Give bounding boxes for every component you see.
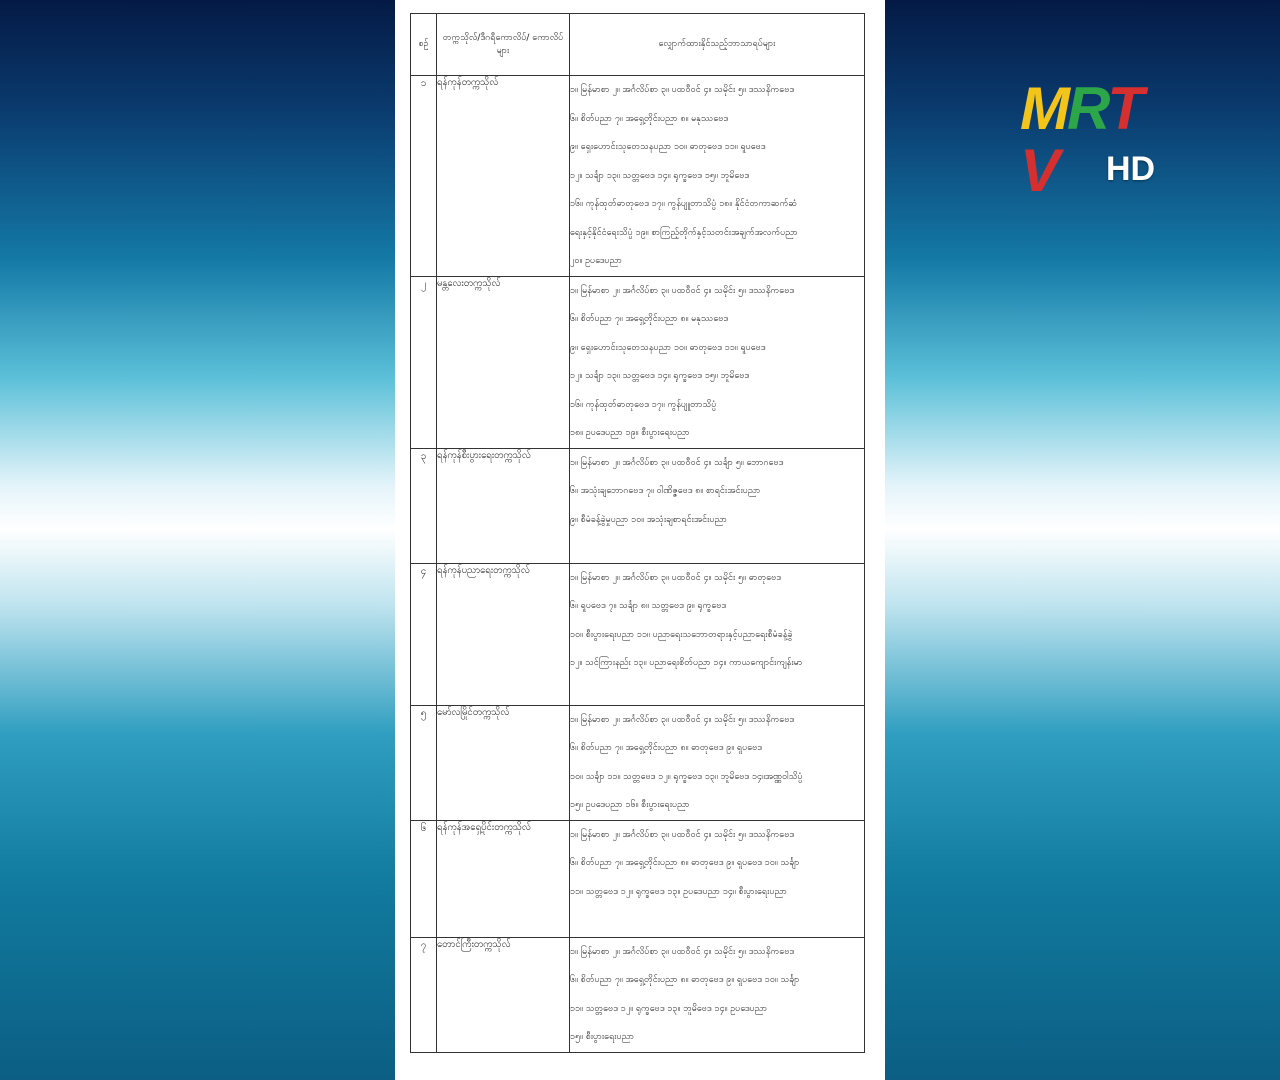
subjects-cell bbox=[570, 76, 865, 277]
table-row bbox=[411, 448, 865, 563]
university-name: ရန်ကုန်စီးပွားရေးတက္ကသိုလ် bbox=[437, 448, 570, 563]
mrtv-hd-logo bbox=[1020, 75, 1160, 204]
subject-line: ၉။ ရှေးဟောင်းသုတေသနပညာ ၁၀။ ဓာတုဗေဒ ၁၁။ ရူပဗေဒ bbox=[570, 142, 766, 152]
subject-line: ၆။ စိတ်ပညာ ၇။ အရှေ့တိုင်းပညာ ၈။ ဓာတုဗေဒ ၉။ ရူပဗေဒ bbox=[570, 743, 762, 753]
subject-line: ၁၀။ သင်္ချာ ၁၁။ သတ္တဗေဒ ၁၂။ ရုက္ခဗေဒ ၁၃။ ဘူမိဗေဒ ၁၄။အဏ္ဏဝါသိပ္ပံ bbox=[570, 771, 803, 782]
logo-letter-r: R bbox=[1066, 75, 1108, 142]
subject-line: ၁၅။ ဥပဒေပညာ ၁၆။ စီးပွားရေးပညာ bbox=[570, 800, 690, 810]
header-no: စဉ် bbox=[411, 14, 437, 76]
subject-line: ၁၆။ ကုန်ထုတ်ဓာတုဗေဒ ၁၇။ ကွန်ပျူတာသိပ္ပံ bbox=[570, 399, 717, 410]
subject-line: ၁၂။ သင်ကြားနည်း ၁၃။ ပညာရေးစိတ်ပညာ ၁၄။ ကာယကျောင်းကျန်းမာ bbox=[570, 658, 803, 668]
university-name: မန္တလေးတက္ကသိုလ် bbox=[437, 276, 570, 448]
table-row bbox=[411, 820, 865, 937]
subject-line: ၆။ အသုံးချဘောဂဗေဒ ၇။ ဝါဏိဇ္ဇဗေဒ ၈။ စာရင်းအင်းပညာ bbox=[570, 486, 761, 496]
subject-line: ၁၅။ စီးပွားရေးပညာ bbox=[570, 1032, 635, 1042]
subject-line: ၆။ ရူပဗေဒ ၇။ သင်္ချာ ၈။ သတ္တဗေဒ ၉။ ရုက္ခဗေဒ bbox=[570, 601, 727, 611]
table-body bbox=[411, 76, 865, 1053]
row-number: ၅ bbox=[411, 705, 437, 820]
table-row bbox=[411, 563, 865, 705]
subject-line: ၁၁။ သတ္တဗေဒ ၁၂။ ရုက္ခဗေဒ ၁၃။ ဘူမိဗေဒ ၁၄။ ဥပဒေပညာ bbox=[570, 1003, 768, 1014]
subject-line: ၁။ မြန်မာစာ ၂။ အင်္ဂလိပ်စာ ၃။ ပထဝီဝင် ၄။ သမိုင်း ၅။ ဒဿနိကဗေဒ bbox=[570, 829, 795, 840]
logo-letter-v: V bbox=[1020, 137, 1058, 204]
subject-line: ၁။ မြန်မာစာ ၂။ အင်္ဂလိပ်စာ ၃။ ပထဝီဝင် ၄။ သမိုင်း ၅။ ဒဿနိကဗေဒ bbox=[570, 946, 795, 957]
subject-line: ၁။ မြန်မာစာ ၂။ အင်္ဂလိပ်စာ ၃။ ပထဝီဝင် ၄။ သမိုင်း ၅။ ဒဿနိကဗေဒ bbox=[570, 714, 795, 725]
subject-line: ၁။ မြန်မာစာ ၂။ အင်္ဂလိပ်စာ ၃။ ပထဝီဝင် ၄။ သင်္ချာ ၅။ ဘောဂဗေဒ bbox=[570, 457, 784, 468]
subject-line: ၁။ မြန်မာစာ ၂။ အင်္ဂလိပ်စာ ၃။ ပထဝီဝင် ၄။ သမိုင်း ၅။ ဒဿနိကဗေဒ bbox=[570, 85, 795, 95]
subject-line: ၆။ စိတ်ပညာ ၇။ အရှေ့တိုင်းပညာ ၈။ မနုဿဗေဒ bbox=[570, 314, 729, 324]
university-name: မော်လမြိုင်တက္ကသိုလ် bbox=[437, 705, 570, 820]
subject-line: ၁၆။ ကုန်ထုတ်ဓာတုဗေဒ ၁၇။ ကွန်ပျူတာသိပ္ပံ ၁၈။ နိုင်ငံတကာဆက်ဆံ bbox=[570, 199, 798, 209]
row-number: ၄ bbox=[411, 563, 437, 705]
table-header-row bbox=[411, 14, 865, 76]
subject-line: ၉။ ရှေးဟောင်းသုတေသနပညာ ၁၀။ ဓာတုဗေဒ ၁၁။ ရူပဗေဒ bbox=[570, 342, 766, 353]
subject-line: ၆။ စိတ်ပညာ ၇။ အရှေ့တိုင်းပညာ ၈။ မနုဿဗေဒ bbox=[570, 113, 729, 124]
subject-line: ၁၂။ သင်္ချာ ၁၃။ သတ္တဗေဒ ၁၄။ ရုက္ခဗေဒ ၁၅။ ဘူမိဗေဒ bbox=[570, 371, 750, 381]
header-university: တက္ကသိုလ်/ဒီဂရီကောလိပ်/ ကောလိပ်များ bbox=[437, 14, 570, 76]
logo-letter-t: T bbox=[1107, 75, 1141, 142]
university-name: ရန်ကုန်တက္ကသိုလ် bbox=[437, 76, 570, 277]
subject-line: ၆။ စိတ်ပညာ ၇။ အရှေ့တိုင်းပညာ ၈။ ဓာတုဗေဒ ၉။ ရူပဗေဒ ၁၀။ သင်္ချာ bbox=[570, 858, 800, 868]
subject-line: ၆။ စိတ်ပညာ ၇။ အရှေ့တိုင်းပညာ ၈။ ဓာတုဗေဒ ၉။ ရူပဗေဒ ၁၀။ သင်္ချာ bbox=[570, 975, 800, 985]
subjects-cell bbox=[570, 448, 865, 563]
university-name: ရန်ကုန်အရှေ့ပိုင်းတက္ကသိုလ် bbox=[437, 820, 570, 937]
subjects-cell bbox=[570, 820, 865, 937]
subject-line: ၁၈။ ဥပဒေပညာ ၁၉။ စီးပွားရေးပညာ bbox=[570, 428, 690, 438]
header-subjects: လျှောက်ထားနိုင်သည့်ဘာသာရပ်များ bbox=[570, 14, 865, 76]
row-number: ၂ bbox=[411, 276, 437, 448]
subject-line: ၁၀။ စီးပွားရေးပညာ ၁၁။ ပညာရေးသဘောတရားနှင့်ပညာရေးစီမံခန့်ခွဲ bbox=[570, 629, 793, 640]
subject-line: ၁၂။ သင်္ချာ ၁၃။ သတ္တဗေဒ ၁၄။ ရုက္ခဗေဒ ၁၅။ ဘူမိဗေဒ bbox=[570, 170, 750, 181]
row-number: ၁ bbox=[411, 76, 437, 277]
table-row bbox=[411, 705, 865, 820]
subject-line: ၉။ စီမံခန့်ခွဲမှုပညာ ၁၀။ အသုံးချစာရင်းအင်းပညာ bbox=[570, 514, 727, 525]
row-number: ၆ bbox=[411, 820, 437, 937]
row-number: ၇ bbox=[411, 937, 437, 1052]
university-name: တောင်ကြီးတက္ကသိုလ် bbox=[437, 937, 570, 1052]
subjects-cell bbox=[570, 705, 865, 820]
subjects-table bbox=[410, 13, 865, 1053]
logo-letter-m: M bbox=[1020, 75, 1067, 142]
university-name: ရန်ကုန်ပညာရေးတက္ကသိုလ် bbox=[437, 563, 570, 705]
subjects-cell bbox=[570, 563, 865, 705]
subject-line: ၁။ မြန်မာစာ ၂။ အင်္ဂလိပ်စာ ၃။ ပထဝီဝင် ၄။ သမိုင်း ၅။ ဒဿနိကဗေဒ bbox=[570, 285, 795, 296]
subjects-cell bbox=[570, 276, 865, 448]
subject-line: ရေးနှင့်နိုင်ငံရေးသိပ္ပံ ၁၉။ စာကြည့်တိုက်နှင့်သတင်းအချက်အလက်ပညာ bbox=[570, 227, 798, 238]
subject-line: ၂၀။ ဥပဒေပညာ bbox=[570, 256, 622, 266]
subjects-cell bbox=[570, 937, 865, 1052]
table-row bbox=[411, 276, 865, 448]
table-row bbox=[411, 937, 865, 1052]
table-row bbox=[411, 76, 865, 277]
hd-badge: HD bbox=[1106, 150, 1156, 188]
subject-line: ၁။ မြန်မာစာ ၂။ အင်္ဂလိပ်စာ ၃။ ပထဝီဝင် ၄။ သမိုင်း ၅။ ဓာတုဗေဒ bbox=[570, 572, 781, 583]
subject-line: ၁၁။ သတ္တဗေဒ ၁၂။ ရုက္ခဗေဒ ၁၃။ ဥပဒေပညာ ၁၄။ စီးပွားရေးပညာ bbox=[570, 886, 787, 897]
row-number: ၃ bbox=[411, 448, 437, 563]
